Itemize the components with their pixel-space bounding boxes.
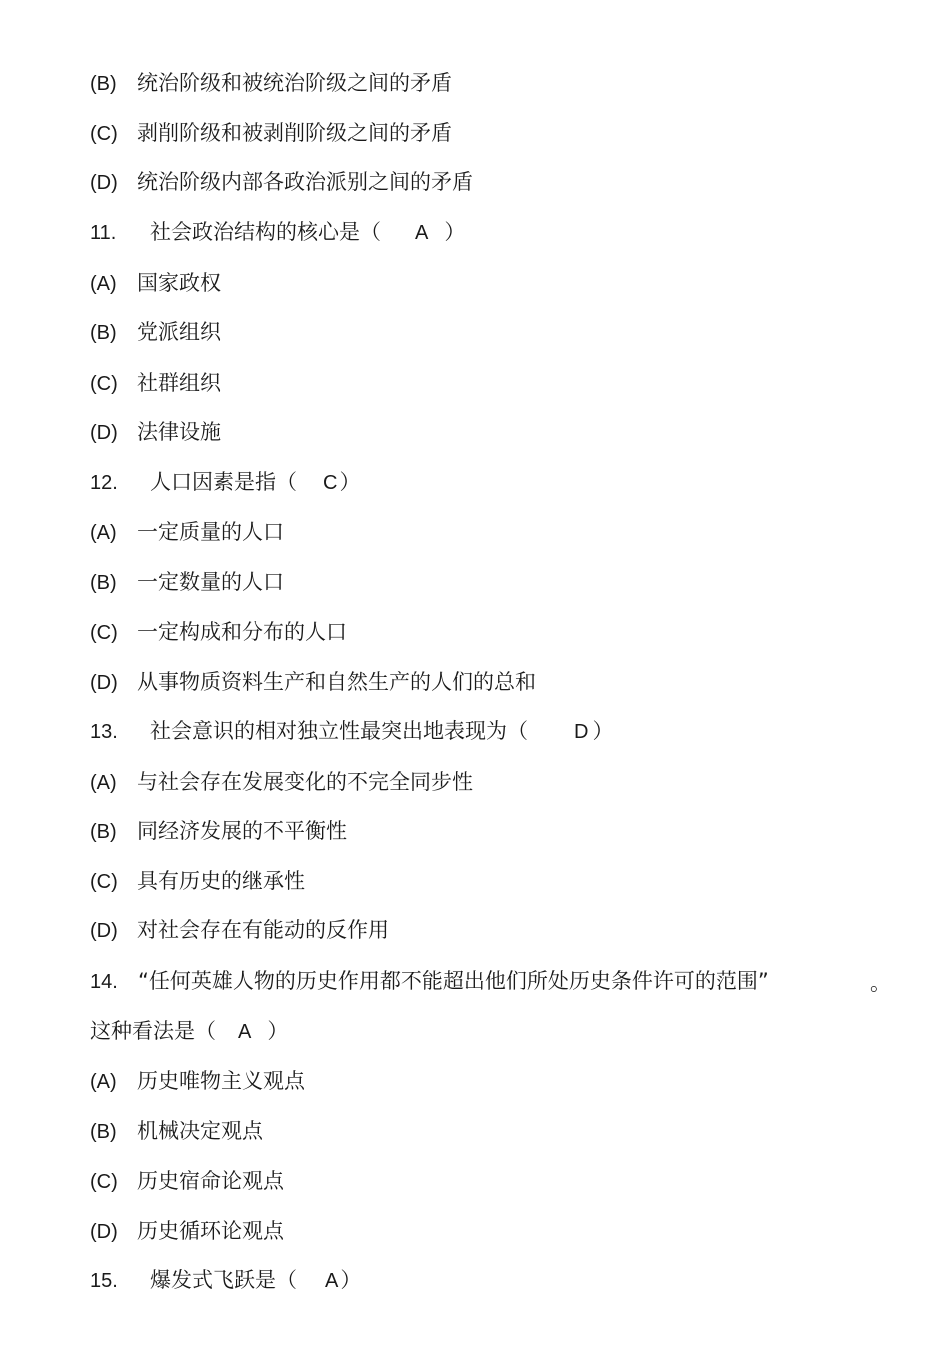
option-label: (D): [90, 672, 118, 694]
option-line: [90, 517, 284, 547]
question-12: [90, 467, 360, 497]
option-label: (C): [90, 871, 118, 893]
question-14-continuation: [90, 1016, 288, 1046]
option-line: [90, 667, 536, 697]
question-15: [90, 1265, 361, 1295]
option-label: (B): [90, 322, 117, 344]
option-line: [90, 816, 347, 846]
option-line: [90, 1216, 284, 1246]
question-14: [90, 966, 769, 996]
option-text: 机械决定观点: [137, 1119, 263, 1143]
option-text: 社群组织: [137, 371, 221, 395]
answer-letter: A: [238, 1021, 252, 1043]
question-14-period: 。: [870, 971, 891, 995]
answer-close-paren: ）: [267, 1019, 289, 1043]
answer-close-paren: ）: [444, 220, 466, 244]
question-number: 15.: [90, 1270, 118, 1292]
option-line: [90, 167, 473, 197]
option-text: 法律设施: [137, 420, 221, 444]
option-label: (A): [90, 273, 117, 295]
answer-letter: D: [574, 721, 589, 743]
option-line: [90, 1166, 284, 1196]
option-line: [90, 767, 473, 797]
option-line: [90, 915, 389, 945]
option-line: [90, 567, 284, 597]
question-text: 人口因素是指（: [150, 470, 297, 494]
option-label: (A): [90, 1071, 117, 1093]
option-text: 剥削阶级和被剥削阶级之间的矛盾: [137, 121, 452, 145]
option-line: [90, 417, 221, 447]
option-line: [90, 317, 221, 347]
option-text: 一定构成和分布的人口: [137, 620, 347, 644]
option-text: 统治阶级内部各政治派别之间的矛盾: [137, 170, 473, 194]
option-text: 同经济发展的不平衡性: [137, 819, 347, 843]
option-text: 一定数量的人口: [137, 570, 284, 594]
question-text: 社会政治结构的核心是（: [150, 220, 381, 244]
question-number: 11.: [90, 222, 117, 244]
question-13: [90, 716, 613, 746]
question-text: 爆发式飞跃是（: [150, 1268, 297, 1292]
question-number: 12.: [90, 472, 118, 494]
question-text: 这种看法是（: [90, 1019, 216, 1043]
option-label: (C): [90, 1171, 118, 1193]
option-text: 统治阶级和被统治阶级之间的矛盾: [137, 71, 452, 95]
answer-close-paren: ）: [592, 719, 614, 743]
option-text: 党派组织: [137, 320, 221, 344]
option-line: [90, 118, 452, 148]
option-text: 从事物质资料生产和自然生产的人们的总和: [137, 670, 536, 694]
option-label: (D): [90, 422, 118, 444]
option-line: [90, 268, 221, 298]
answer-letter: A: [325, 1270, 339, 1292]
option-label: (C): [90, 123, 118, 145]
option-line: [90, 617, 347, 647]
option-text: 历史宿命论观点: [137, 1169, 284, 1193]
option-label: (C): [90, 622, 118, 644]
option-line: [90, 1066, 305, 1096]
option-text: 一定质量的人口: [137, 520, 284, 544]
answer-close-paren: ）: [340, 1268, 362, 1292]
option-text: 历史循环论观点: [137, 1219, 284, 1243]
question-text: 社会意识的相对独立性最突出地表现为（: [150, 719, 528, 743]
option-line: [90, 68, 452, 98]
option-label: (B): [90, 821, 117, 843]
option-label: (B): [90, 73, 117, 95]
option-label: (D): [90, 172, 118, 194]
question-number: 14.: [90, 971, 118, 993]
answer-letter: C: [323, 472, 338, 494]
option-text: 国家政权: [137, 271, 221, 295]
option-line: [90, 1116, 263, 1146]
option-label: (A): [90, 772, 117, 794]
question-text: “任何英雄人物的历史作用都不能超出他们所处历史条件许可的范围”: [138, 969, 769, 993]
answer-letter: A: [415, 222, 429, 244]
option-label: (D): [90, 920, 118, 942]
option-label: (C): [90, 373, 118, 395]
option-label: (A): [90, 522, 117, 544]
option-label: (D): [90, 1221, 118, 1243]
option-text: 对社会存在有能动的反作用: [137, 918, 389, 942]
option-text: 具有历史的继承性: [137, 869, 305, 893]
option-line: [90, 368, 221, 398]
option-line: [90, 866, 305, 896]
question-11: [90, 217, 465, 247]
option-text: 历史唯物主义观点: [137, 1069, 305, 1093]
option-label: (B): [90, 1121, 117, 1143]
option-text: 与社会存在发展变化的不完全同步性: [137, 770, 473, 794]
question-number: 13.: [90, 721, 118, 743]
option-label: (B): [90, 572, 117, 594]
answer-close-paren: ）: [339, 470, 361, 494]
